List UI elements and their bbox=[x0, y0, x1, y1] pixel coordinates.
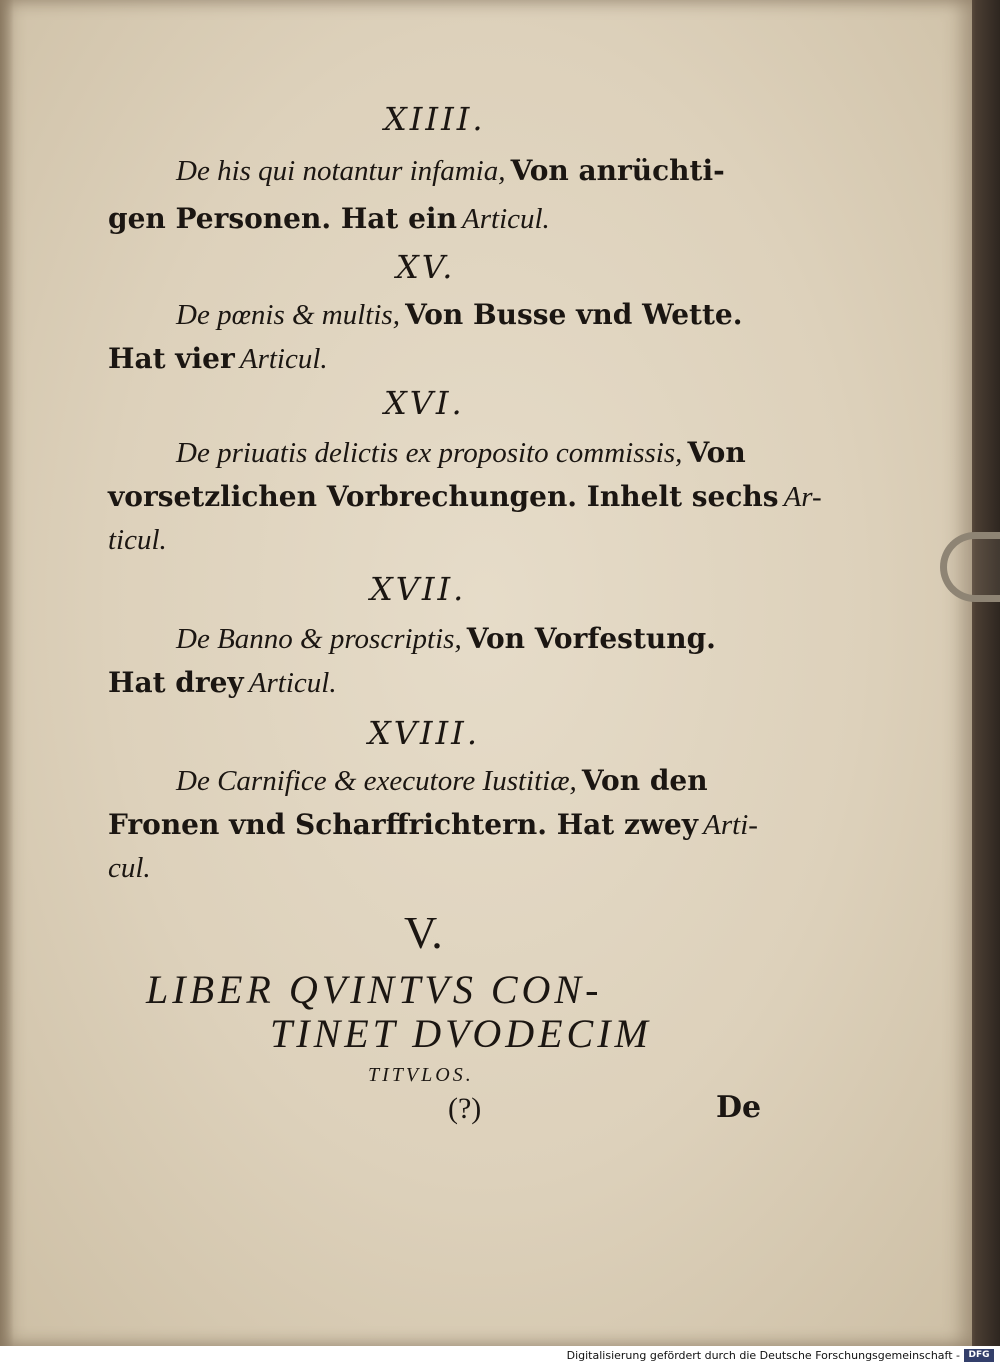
section-18-line3 bbox=[108, 852, 151, 885]
section-15-line1 bbox=[176, 298, 742, 332]
signature-mark: (?) bbox=[448, 1092, 482, 1125]
footer-bar bbox=[0, 1346, 1000, 1366]
section-14-line1 bbox=[176, 154, 725, 188]
german-count: Hat drey bbox=[108, 666, 244, 699]
latin-articul: Ar- bbox=[783, 481, 822, 513]
section-17-line1 bbox=[176, 622, 716, 656]
latin-title: De Banno & proscriptis, bbox=[176, 623, 462, 655]
catchword: De bbox=[716, 1090, 762, 1125]
section-18-line1 bbox=[176, 764, 708, 798]
german-count: Hat vier bbox=[108, 342, 235, 375]
book-title-line2: TINET DVODECIM bbox=[270, 1011, 652, 1056]
section-16-line3 bbox=[108, 524, 167, 557]
book-title-line3: TITVLOS. bbox=[368, 1064, 474, 1086]
section-16-line2 bbox=[108, 480, 822, 514]
german-count: gen Personen. Hat ein bbox=[108, 202, 457, 235]
section-numeral-15: XV. bbox=[396, 248, 456, 286]
section-17-line2 bbox=[108, 666, 337, 700]
latin-title: De Carnifice & executore Iustitiæ, bbox=[176, 765, 577, 797]
latin-title: De priuatis delictis ex proposito commissis, bbox=[176, 437, 683, 469]
section-numeral-14: XIIII. bbox=[384, 100, 486, 138]
section-numeral-17: XVII. bbox=[370, 570, 467, 608]
latin-articul-continued: ticul. bbox=[108, 524, 167, 556]
german-title: Von anrüchti- bbox=[510, 154, 725, 187]
book-title-line1: LIBER QVINTVS CON- bbox=[146, 967, 603, 1012]
section-18-line2 bbox=[108, 808, 758, 842]
section-numeral-16: XVI. bbox=[384, 384, 465, 422]
latin-articul-continued: cul. bbox=[108, 852, 151, 884]
german-count: vorsetzlichen Vorbrechungen. Inhelt sechs bbox=[108, 480, 779, 513]
german-title: Von Vorfestung. bbox=[466, 622, 716, 655]
section-14-line2 bbox=[108, 202, 550, 236]
book-numeral: V. bbox=[404, 907, 443, 958]
german-title: Von den bbox=[581, 764, 708, 797]
latin-articul: Articul. bbox=[239, 343, 328, 375]
latin-articul: Arti- bbox=[703, 809, 758, 841]
latin-title: De pœnis & multis, bbox=[176, 299, 400, 331]
german-title: Von Busse vnd Wette. bbox=[405, 298, 743, 331]
section-15-line2 bbox=[108, 342, 328, 376]
german-count: Fronen vnd Scharffrichtern. Hat zwey bbox=[108, 808, 699, 841]
latin-articul: Articul. bbox=[248, 667, 337, 699]
funding-notice: Digitalisierung gefördert durch die Deutsche Forschungsgemeinschaft - bbox=[566, 1349, 960, 1362]
latin-title: De his qui notantur infamia, bbox=[176, 155, 506, 187]
dfg-logo: DFG bbox=[964, 1349, 994, 1362]
section-16-line1 bbox=[176, 436, 746, 470]
german-title: Von bbox=[687, 436, 746, 469]
section-numeral-18: XVIII. bbox=[368, 714, 480, 752]
latin-articul: Articul. bbox=[462, 203, 550, 235]
